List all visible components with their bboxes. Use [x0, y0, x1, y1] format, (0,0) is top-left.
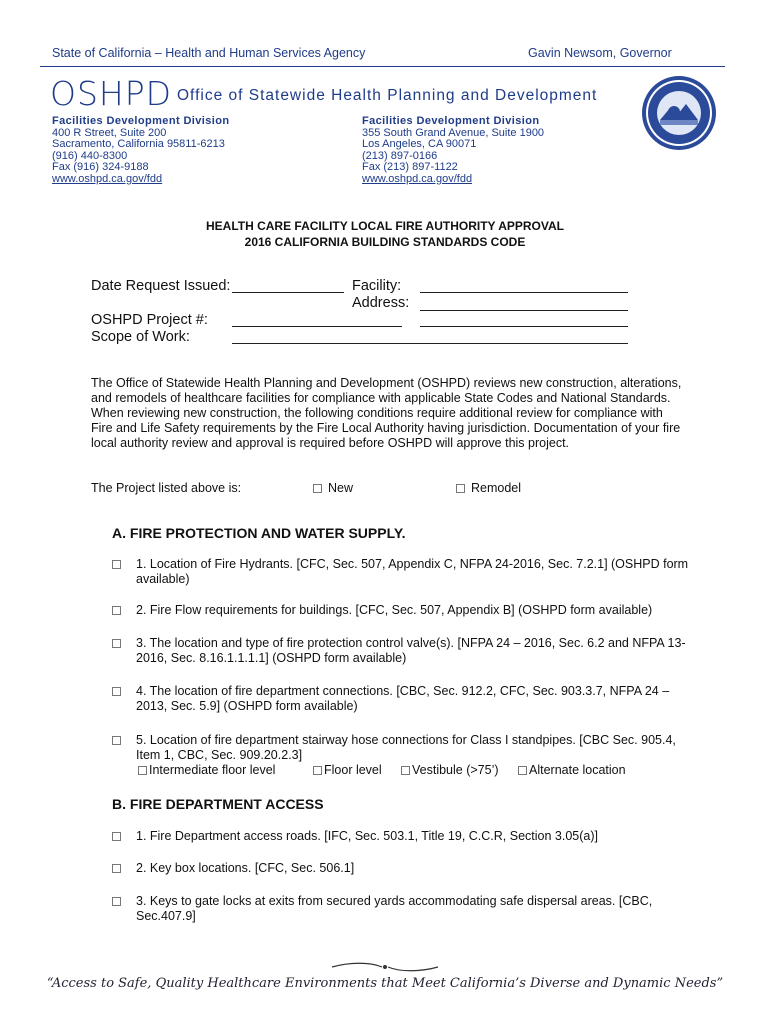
city-address: Sacramento, California 95811-6213: [52, 138, 225, 151]
sub-option-vestibule[interactable]: [401, 763, 499, 777]
item-checkbox[interactable]: [112, 687, 121, 696]
item-text: 3. The location and type of fire protection control valve(s). [NFPA 24 – 2016, Sec. 6.2 and NFPA 13-2016, Sec. 8.16.1.1.1.1] (OSHPD form available): [136, 636, 686, 665]
item-text: 3. Keys to gate locks at exits from secured yards accommodating safe dispersal areas. [CBC, Sec.407.9]: [136, 894, 653, 923]
sub-option-label: Intermediate floor level: [149, 763, 276, 777]
item-text: 2. Fire Flow requirements for buildings. [CFC, Sec. 507, Appendix B] (OSHPD form available): [136, 603, 653, 617]
sub-checkbox[interactable]: [138, 766, 147, 775]
option-new-label: New: [328, 481, 354, 495]
sub-option-floor[interactable]: [313, 763, 382, 777]
address-field-1[interactable]: [420, 310, 628, 311]
phone-number: (213) 897-0166: [362, 149, 438, 162]
scope-of-work-field[interactable]: [232, 343, 628, 344]
project-number-label: OSHPD Project #:: [91, 312, 208, 328]
item-checkbox[interactable]: [112, 864, 121, 873]
option-new[interactable]: [313, 481, 353, 496]
address-field-2[interactable]: [420, 326, 628, 327]
section-a-heading: A. FIRE PROTECTION AND WATER SUPPLY.: [112, 525, 406, 541]
office-name: Office of Statewide Health Planning and Development: [177, 87, 598, 104]
fax-number: Fax (213) 897-1122: [362, 161, 458, 174]
website-link[interactable]: www.oshpd.ca.gov/fdd: [362, 172, 473, 185]
scope-of-work-label: Scope of Work:: [91, 329, 190, 345]
street-address: 355 South Grand Avenue, Suite 1900: [362, 126, 545, 139]
header-rule: [40, 66, 725, 67]
item-text: 2. Key box locations. [CFC, Sec. 506.1]: [136, 861, 355, 875]
los-angeles-office: [362, 116, 544, 186]
intro-paragraph: The Office of Statewide Health Planning and Development (OSHPD) reviews new construction, alterations, and remodels of healthcare facilities for compliance with applicable State Codes and National Standards. When reviewing new construction, the following conditions require additional review for compliance with Fire and Life Safety requirements by the Fire Local Authority having jurisdiction. Documentation of your fire local authority review and approval is required before OSHPD will approve this project.: [91, 376, 682, 450]
item-checkbox[interactable]: [112, 560, 121, 569]
new-checkbox[interactable]: [313, 484, 322, 493]
sub-option-intermediate[interactable]: [138, 763, 275, 777]
oshpd-logo: OSHPD: [50, 74, 173, 113]
project-type-label: The Project listed above is:: [91, 481, 242, 495]
item-checkbox[interactable]: [112, 736, 121, 745]
sub-option-label: Vestibule (>75’): [412, 763, 499, 777]
sub-checkbox[interactable]: [518, 766, 527, 775]
item-text: 4. The location of fire department connections. [CBC, Sec. 912.2, CFC, Sec. 903.3.7, NFPA 24 – 2013, Sec. 5.9] (OSHPD form available): [136, 684, 670, 713]
item-checkbox[interactable]: [112, 897, 121, 906]
footer-motto: “Access to Safe, Quality Healthcare Environments that Meet California’s Diverse and Dynamic Needs”: [46, 976, 724, 991]
state-seal-icon: [640, 74, 718, 152]
sub-checkbox[interactable]: [313, 766, 322, 775]
date-request-label: Date Request Issued:: [91, 278, 231, 294]
website-link[interactable]: www.oshpd.ca.gov/fdd: [52, 172, 163, 185]
item-text: 5. Location of fire department stairway hose connections for Class I standpipes. [CBC Sec. 905.4, Item 1, CBC, Sec. 909.20.2.3]: [136, 733, 676, 762]
facility-label: Facility:: [352, 278, 402, 294]
title-line-1: HEALTH CARE FACILITY LOCAL FIRE AUTHORITY APPROVAL: [205, 219, 564, 233]
item-checkbox[interactable]: [112, 832, 121, 841]
document-title: [0, 218, 770, 250]
fax-number: Fax (916) 324-9188: [52, 161, 149, 174]
division-name: Facilities Development Division: [52, 115, 230, 127]
item-text: 1. Fire Department access roads. [IFC, Sec. 503.1, Title 19, C.C.R, Section 3.05(a)]: [136, 829, 598, 843]
section-b-heading: B. FIRE DEPARTMENT ACCESS: [112, 796, 324, 812]
option-remodel-label: Remodel: [471, 481, 522, 495]
item-checkbox[interactable]: [112, 606, 121, 615]
sub-option-alternate[interactable]: [518, 763, 626, 777]
agency-name: State of California – Health and Human Services Agency: [52, 46, 366, 60]
date-request-field[interactable]: [232, 292, 344, 293]
footer-flourish-icon: [330, 960, 440, 974]
item-checkbox[interactable]: [112, 639, 121, 648]
governor-name: Gavin Newsom, Governor: [528, 46, 672, 60]
remodel-checkbox[interactable]: [456, 484, 465, 493]
address-label: Address:: [352, 295, 410, 311]
item-text: 1. Location of Fire Hydrants. [CFC, Sec. 507, Appendix C, NFPA 24-2016, Sec. 7.2.1] (OSHPD form available): [136, 557, 689, 586]
phone-number: (916) 440-8300: [52, 149, 128, 162]
division-name: Facilities Development Division: [362, 115, 540, 127]
project-number-field[interactable]: [232, 326, 402, 327]
facility-field[interactable]: [420, 292, 628, 293]
street-address: 400 R Street, Suite 200: [52, 126, 167, 139]
sacramento-office: [52, 116, 229, 186]
sub-checkbox[interactable]: [401, 766, 410, 775]
option-remodel[interactable]: [456, 481, 521, 496]
sub-option-label: Alternate location: [529, 763, 626, 777]
city-address: Los Angeles, CA 90071: [362, 138, 477, 151]
title-line-2: 2016 CALIFORNIA BUILDING STANDARDS CODE: [244, 235, 526, 249]
sub-option-label: Floor level: [324, 763, 382, 777]
